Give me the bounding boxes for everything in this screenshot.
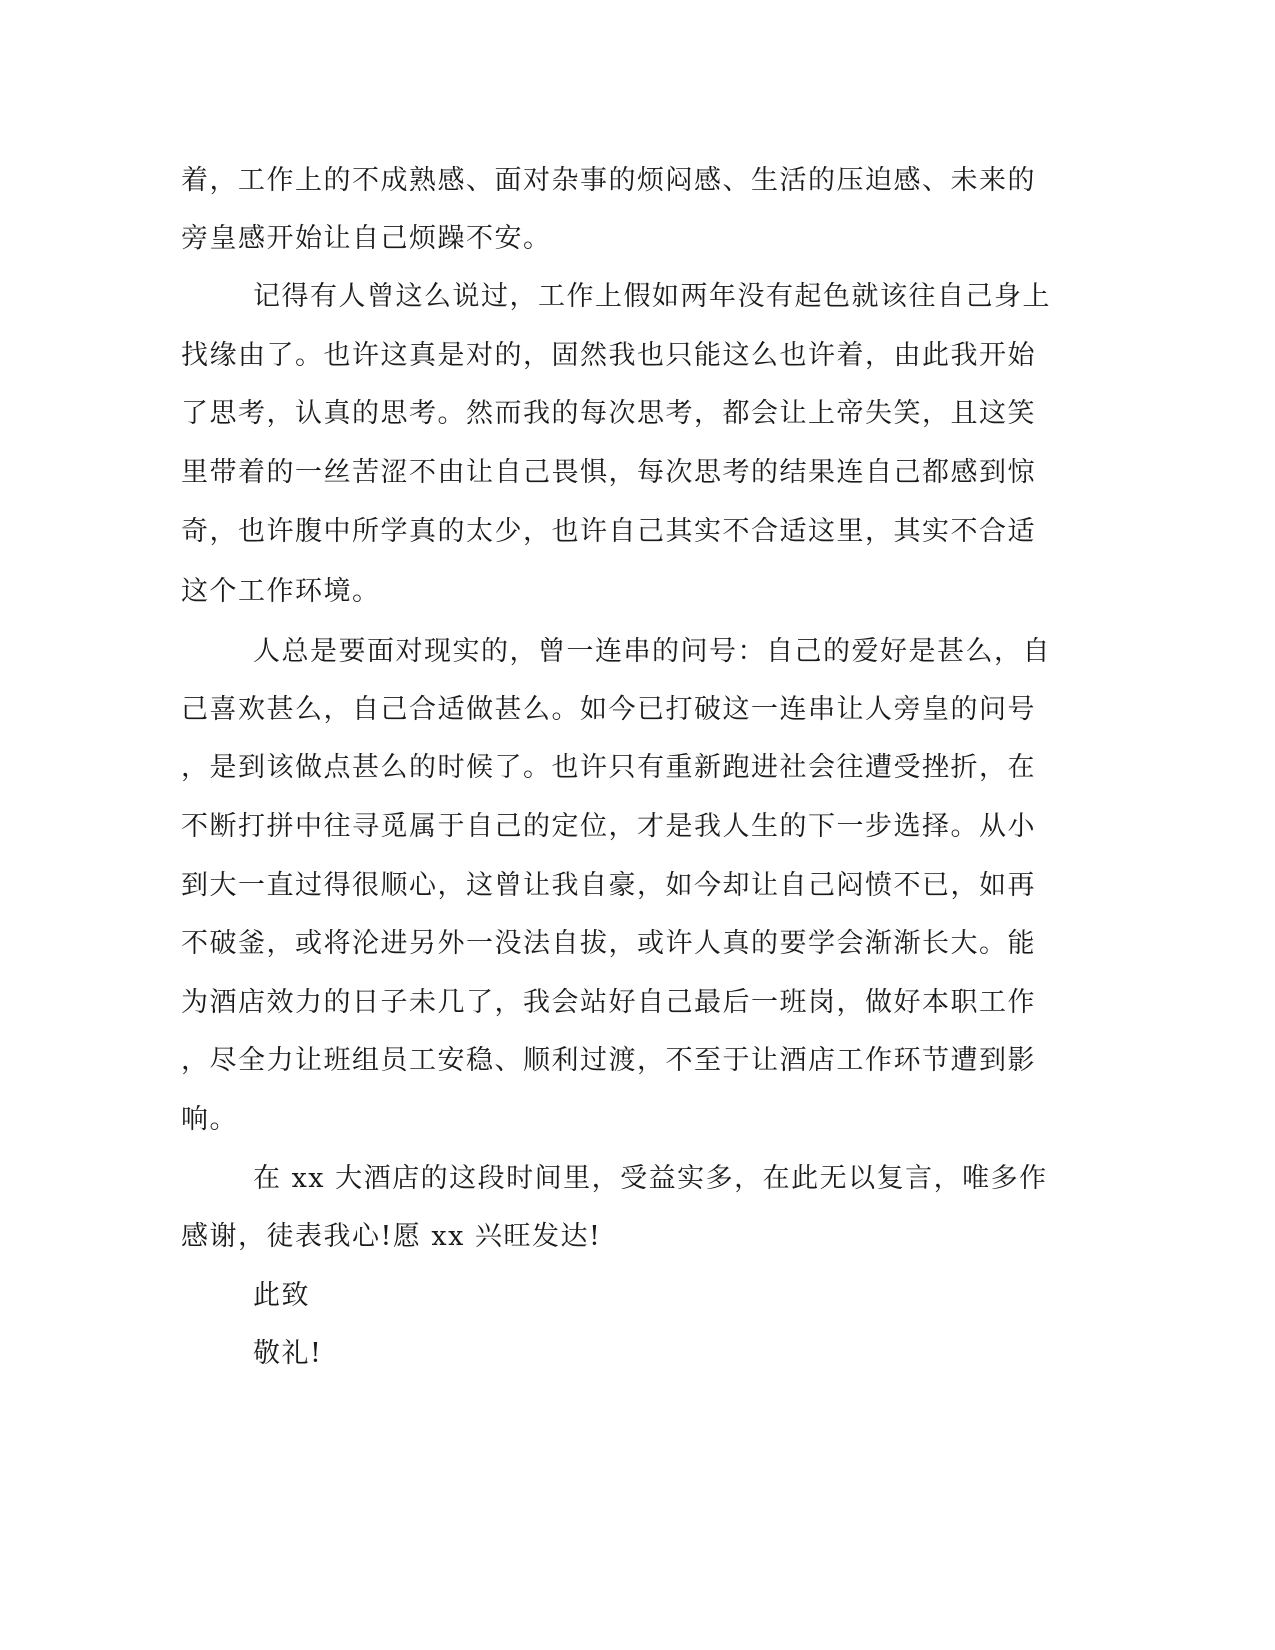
text-line: 响。 xyxy=(181,1104,238,1135)
text-line: 里带着的一丝苦涩不由让自己畏惧，每次思考的结果连自己都感到惊 xyxy=(181,457,1036,488)
paragraph-start-line: 在 xx 大酒店的这段时间里，受益实多，在此无以复言，唯多作 xyxy=(253,1163,1048,1194)
text-line: 不破釜，或将沦进另外一没法自拔，或许人真的要学会渐渐长大。能 xyxy=(181,928,1036,959)
text-line: 奇，也许腹中所学真的太少，也许自己其实不合适这里，其实不合适 xyxy=(181,516,1036,547)
closing-salutation: 此致 xyxy=(253,1280,310,1311)
closing-regards: 敬礼! xyxy=(253,1338,323,1369)
text-line: 旁皇感开始让自己烦躁不安。 xyxy=(181,223,552,254)
text-line: 己喜欢甚么，自己合适做甚么。如今已打破这一连串让人旁皇的问号 xyxy=(181,694,1036,725)
text-line: 到大一直过得很顺心，这曾让我自豪，如今却让自己闷愤不已，如再 xyxy=(181,870,1036,901)
text-line: 不断打拼中往寻觅属于自己的定位，才是我人生的下一步选择。从小 xyxy=(181,811,1036,842)
text-line: 为酒店效力的日子未几了，我会站好自己最后一班岗，做好本职工作 xyxy=(181,987,1036,1018)
text-line: 了思考，认真的思考。然而我的每次思考，都会让上帝失笑，且这笑 xyxy=(181,398,1036,429)
text-line: 感谢，徒表我心!愿 xx 兴旺发达! xyxy=(181,1221,602,1252)
text-line: ，尽全力让班组员工安稳、顺利过渡，不至于让酒店工作环节遭到影 xyxy=(181,1045,1036,1076)
text-line: 这个工作环境。 xyxy=(181,576,381,607)
paragraph-start-line: 人总是要面对现实的，曾一连串的问号：自己的爱好是甚么，自 xyxy=(253,636,1051,667)
paragraph-start-line: 记得有人曾这么说过，工作上假如两年没有起色就该往自己身上 xyxy=(253,281,1051,312)
text-line: 着，工作上的不成熟感、面对杂事的烦闷感、生活的压迫感、未来的 xyxy=(181,165,1036,196)
text-line: 找缘由了。也许这真是对的，固然我也只能这么也许着，由此我开始 xyxy=(181,340,1036,371)
text-line: ，是到该做点甚么的时候了。也许只有重新跑进社会往遭受挫折，在 xyxy=(181,752,1036,783)
